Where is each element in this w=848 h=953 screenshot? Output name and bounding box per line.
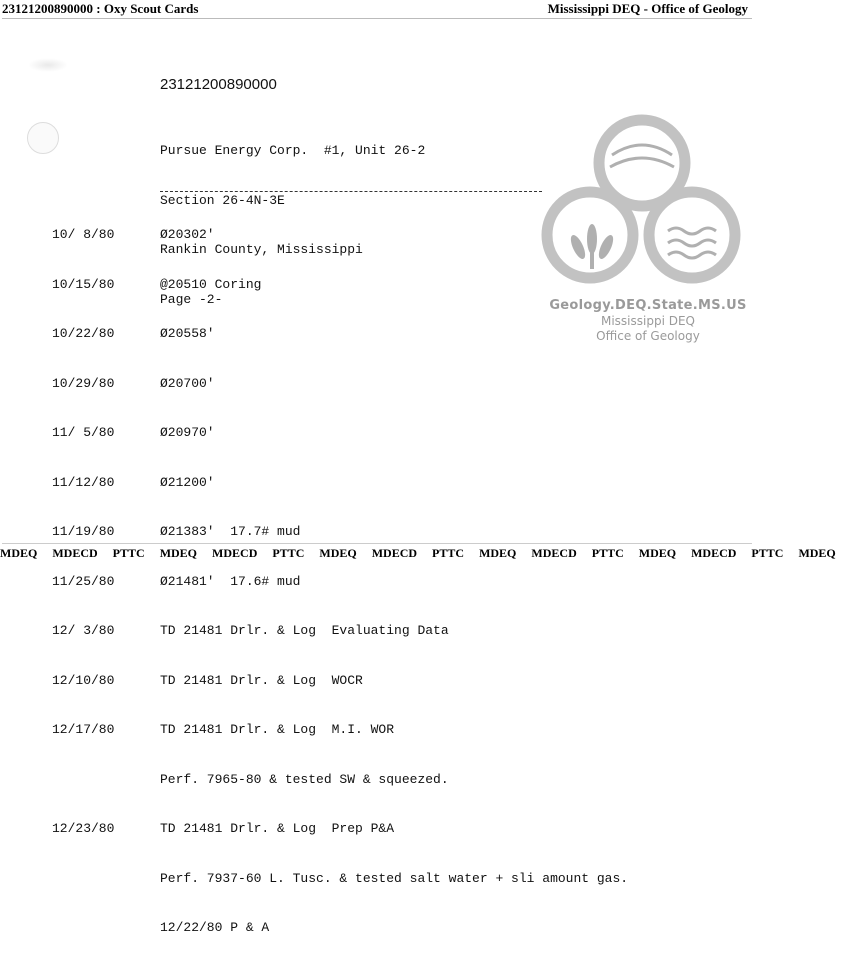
county-line: Rankin County, Mississippi [160,242,363,257]
entry-text: Perf. 7965-80 & tested SW & squeezed. [160,771,449,787]
entry-date: 12/ 3/80 [52,623,115,638]
footer-tag: MDEQ [638,546,677,560]
entry-date [52,772,114,789]
entry-date: 11/25/80 [52,573,115,589]
footer-tag: MDECD [691,546,737,560]
entry-date: 11/ 5/80 [52,425,115,440]
document-id: 23121200890000 : Oxy Scout Cards [2,1,199,16]
entry-date: 11/12/80 [52,474,115,490]
entry-date: 10/15/80 [52,276,115,292]
footer-tag: PTTC [591,546,624,560]
agency-name: Mississippi DEQ - Office of Geology [547,1,748,16]
entry-text: Ø20700' [160,375,215,391]
entry-text: Ø20558' [160,326,215,341]
entry-text: Ø21383' 17.7# mud [160,524,301,539]
logo-office: Office of Geology [596,329,700,343]
footer-tag: MDEQ [798,546,836,560]
entry-date: 10/22/80 [52,326,115,341]
entry-text: 12/22/80 P & A [160,920,270,935]
entry-text: Ø21481' 17.6# mud [160,573,301,589]
footer-tag: MDEQ [319,546,357,560]
entry-date: 10/29/80 [52,375,115,391]
card-number: 23121200890000 [160,76,277,93]
entry-text: TD 21481 Drlr. & Log M.I. WOR [160,722,395,737]
date-column [52,194,114,953]
page-line: Page -2- [160,291,223,307]
footer-tag: PTTC [432,546,465,560]
entry-date: 12/17/80 [52,722,115,737]
footer-tag: MDECD [371,546,418,560]
footer-tag: MDECD [52,546,98,560]
entry-text: Perf. 7937-60 L. Tusc. & tested salt water + sli amount gas. [160,870,629,886]
operator-line: Pursue Energy Corp. #1, Unit 26-2 [160,143,426,158]
entry-date: 12/23/80 [52,821,115,836]
entry-date: 10/ 8/80 [52,227,115,242]
entry-date [52,920,114,937]
footer-tag: MDEQ [479,546,517,560]
footer-tag: PTTC [751,546,784,560]
card-smudge [28,58,68,72]
entry-column [160,194,628,953]
entry-date [52,871,114,888]
entry-text: Ø20970' [160,425,215,440]
footer-tag: MDEQ [159,546,198,560]
entry-text: TD 21481 Drlr. & Log Prep P&A [160,821,395,836]
footer-strip [0,546,836,563]
entry-text: @20510 Coring [160,276,262,292]
entry-text: Ø21200' [160,474,215,490]
entry-date: 12/10/80 [52,672,115,688]
footer-tag: MDEQ [0,546,38,560]
punch-hole [27,122,59,154]
footer-tag: PTTC [272,546,305,560]
footer-tag: PTTC [112,546,145,560]
entry-text: TD 21481 Drlr. & Log Evaluating Data [160,623,449,638]
logo-url: Geology.DEQ.State.MS.US [549,298,747,313]
footer-tag: MDECD [212,546,258,560]
entry-date: 11/19/80 [52,524,115,539]
footer-tag: MDECD [531,546,577,560]
entry-text: TD 21481 Drlr. & Log WOCR [160,672,363,688]
entry-text: Ø20302' [160,227,215,242]
section-line: Section 26-4N-3E [160,192,285,208]
logo-agency: Mississippi DEQ [600,314,695,328]
document-header [0,0,754,18]
divider-line [160,191,542,192]
